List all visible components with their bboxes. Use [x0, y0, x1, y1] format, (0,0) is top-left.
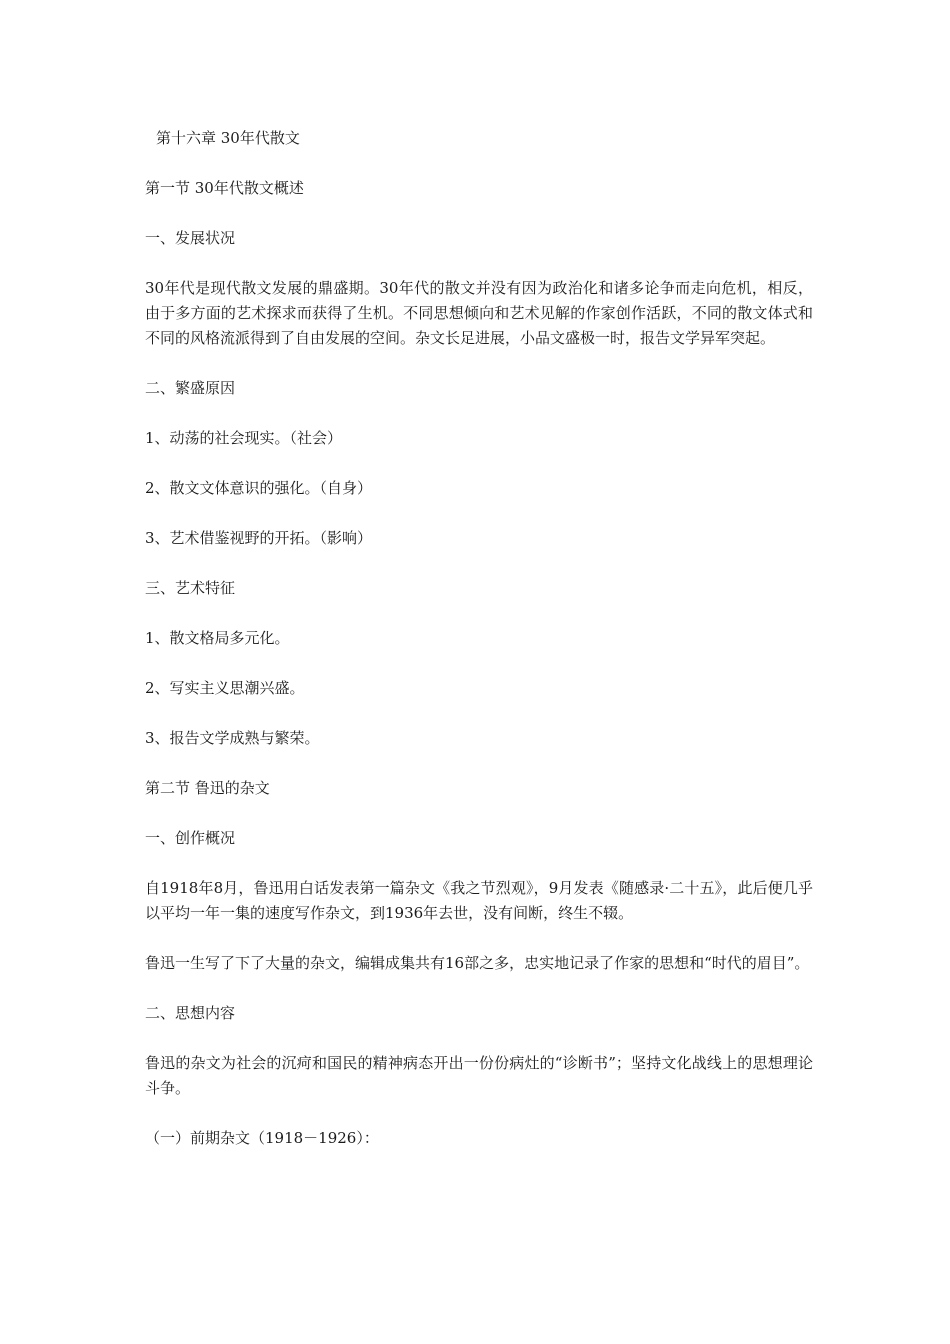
body-paragraph: 鲁迅的杂文为社会的沉疴和国民的精神病态开出一份份病灶的“诊断书”；坚持文化战线上的思想理论斗争。: [145, 1054, 813, 1097]
subsection-heading: 一、发展状况: [145, 229, 236, 247]
subsection-heading: 三、艺术特征: [145, 579, 236, 597]
subsection-heading: 一、创作概况: [145, 829, 236, 847]
list-item: 1、动荡的社会现实。（社会）: [145, 429, 343, 447]
document-body: [145, 126, 813, 1176]
body-paragraph: 鲁迅一生写了下了大量的杂文，编辑成集共有16部之多，忠实地记录了作家的思想和“时代的眉目”。: [145, 954, 810, 972]
sub-subsection-heading: （一）前期杂文（1918－1926）：: [145, 1129, 379, 1147]
list-item: 3、艺术借鉴视野的开拓。（影响）: [145, 529, 373, 547]
body-paragraph: 30年代是现代散文发展的鼎盛期。30年代的散文并没有因为政治化和诸多论争而走向危机，相反，由于多方面的艺术探求而获得了生机。不同思想倾向和艺术见解的作家创作活跃，不同的散文体式和不同的风格流派得到了自由发展的空间。杂文长足进展，小品文盛极一时，报告文学异军突起。: [145, 279, 813, 347]
section-heading: 第一节 30年代散文概述: [145, 179, 304, 197]
subsection-heading: 二、思想内容: [145, 1004, 236, 1022]
list-item: 1、散文格局多元化。: [145, 629, 290, 647]
body-paragraph: 自1918年8月，鲁迅用白话发表第一篇杂文《我之节烈观》，9月发表《随感录·二十五》，此后便几乎以平均一年一集的速度写作杂文，到1936年去世，没有间断，终生不辍。: [145, 879, 813, 922]
list-item: 2、散文文体意识的强化。（自身）: [145, 479, 373, 497]
subsection-heading: 二、繁盛原因: [145, 379, 236, 397]
section-heading: 第二节 鲁迅的杂文: [145, 779, 270, 797]
list-item: 3、报告文学成熟与繁荣。: [145, 729, 320, 747]
list-item: 2、写实主义思潮兴盛。: [145, 679, 305, 697]
chapter-title: 第十六章 30年代散文: [156, 129, 300, 147]
